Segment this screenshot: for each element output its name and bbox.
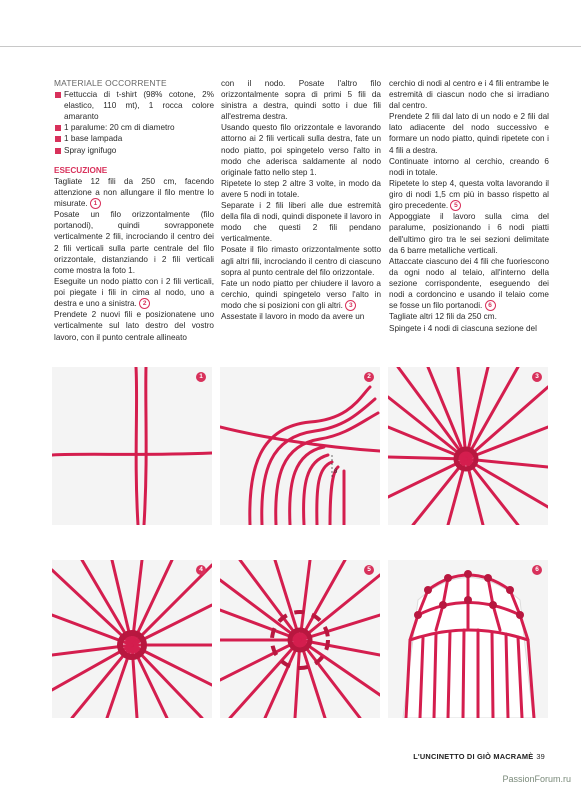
paragraph: Posate un filo orizzontalmente (filo portanodi), quindi sovrapponete verticalmente 2 fili, incrociando il centro dei 2 fili verticali sulla parte centrale del filo orizzontale, distanziando i 2 fili verticali come mostra la foto 1. (54, 210, 214, 275)
paragraph: Tagliate 12 fili da 250 cm, facendo attenzione a non allungare il filo mentre lo misurate. 1 (54, 176, 214, 208)
text-column-2 (221, 78, 381, 322)
text-column-3 (389, 78, 549, 334)
step-photo-1 (52, 367, 212, 525)
header-rule (0, 46, 581, 47)
paragraph: Tagliate altri 12 fili da 250 cm. (389, 312, 497, 322)
paragraph: cerchio di nodi al centro e i 4 fili entrambe le estremità di ciascun nodo che si irradiano dal centro. (389, 79, 549, 111)
paragraph: Fate un nodo piatto per chiudere il lavoro a cerchio, quindi spingetelo verso l'alto in modo che si posizioni con gli altri. 3 (221, 278, 381, 310)
magazine-title: L'UNCINETTO DI GIÒ MACRAMÈ (413, 752, 534, 761)
page-footer (413, 752, 545, 761)
photo-ref: 5 (450, 200, 461, 211)
photo-ref: 6 (485, 300, 496, 311)
material-item: 1 paralume: 20 cm di diametro (54, 122, 214, 133)
step-badge: 3 (532, 372, 542, 382)
paragraph: Spingete i 4 nodi di ciascuna sezione del (389, 323, 537, 333)
paragraph: Separate i 2 fili liberi alle due estremità della fila di nodi, quindi disponete il lavoro in modo che questi 2 fili pendano verticalmente. (221, 201, 381, 244)
step-badge: 5 (364, 565, 374, 575)
step-photo-4 (52, 560, 212, 718)
step-badge: 1 (196, 372, 206, 382)
text-column-1 (54, 78, 214, 343)
paragraph: Appoggiate il lavoro sulla cima del paralume, posizionando i 6 nodi piatti dell'ultimo giro tra le sei sezioni delimitate da 6 barre metalliche verticali. (389, 212, 549, 255)
material-item: Fettuccia di t-shirt (98% cotone, 2% elastico, 110 mt), 1 rocca colore amaranto (54, 89, 214, 122)
material-item: 1 base lampada (54, 133, 214, 144)
paragraph: Ripetete lo step 2 altre 3 volte, in modo da avere 5 nodi in totale. (221, 178, 381, 199)
paragraph: Ripetete lo step 4, questa volta lavorando il giro di nodi 1,5 cm più in basso rispetto al giro precedente. 5 (389, 178, 549, 211)
photo-ref: 3 (345, 300, 356, 311)
step-badge: 6 (532, 565, 542, 575)
paragraph: Eseguite un nodo piatto con i 2 fili verticali, poi piegate i fili in cima al nodo, uno a destra e uno a sinistra. 2 (54, 276, 214, 309)
step-badge: 2 (364, 372, 374, 382)
photo-marker: 8 (334, 469, 338, 475)
paragraph: Posate il filo rimasto orizzontalmente sotto agli altri fili, incrociando il centro di ciascuno sopra al punto centrale del filo orizzontale. (221, 245, 381, 277)
step-photo-6 (388, 560, 548, 718)
materials-title: MATERIALE OCCORRENTE (54, 78, 167, 88)
step-photo-3 (388, 367, 548, 525)
section-title: ESECUZIONE (54, 165, 108, 175)
paragraph: Prendete 2 nuovi fili e posizionatene uno verticalmente sul lato destro del vostro lavoro, con il punto centrale allineato (54, 310, 214, 342)
paragraph: Usando questo filo orizzontale e lavorando attorno ai 2 fili verticali sulla destra, fate un nodo piatto, poi spingetelo verso l'alto in modo che aderisca saldamente al nodo originale fatto nello step 1. (221, 123, 381, 177)
paragraph: Attaccate ciascuno dei 4 fili che fuoriescono da ogni nodo al telaio, all'interno della sezione corrispondente, eseguendo dei nodi a cordoncino e usando il telaio come se fosse un filo portanodi. 6 (389, 256, 549, 311)
material-item: Spray ignifugo (54, 145, 214, 156)
page-number: 39 (536, 752, 545, 761)
step-badge: 4 (196, 565, 206, 575)
step-photo-5 (220, 560, 380, 718)
paragraph: Assestate il lavoro in modo da avere un (221, 312, 365, 322)
watermark: PassionForum.ru (502, 774, 571, 784)
step-photo-2 (220, 367, 380, 525)
paragraph: Continuate intorno al cerchio, creando 6 nodi in totale. (389, 156, 549, 177)
photo-ref: 2 (139, 298, 150, 309)
paragraph: Prendete 2 fili dal lato di un nodo e 2 fili dal lato adiacente del nodo successivo e formare un nodo piatto, quindi ripetete con i 4 fili a destra. (389, 112, 549, 155)
photo-ref: 1 (90, 198, 101, 209)
paragraph: con il nodo. Posate l'altro filo orizzontalmente sopra di primi 5 fili da sinistra a destra, quindi sotto i due fili all'estrema destra. (221, 79, 381, 122)
